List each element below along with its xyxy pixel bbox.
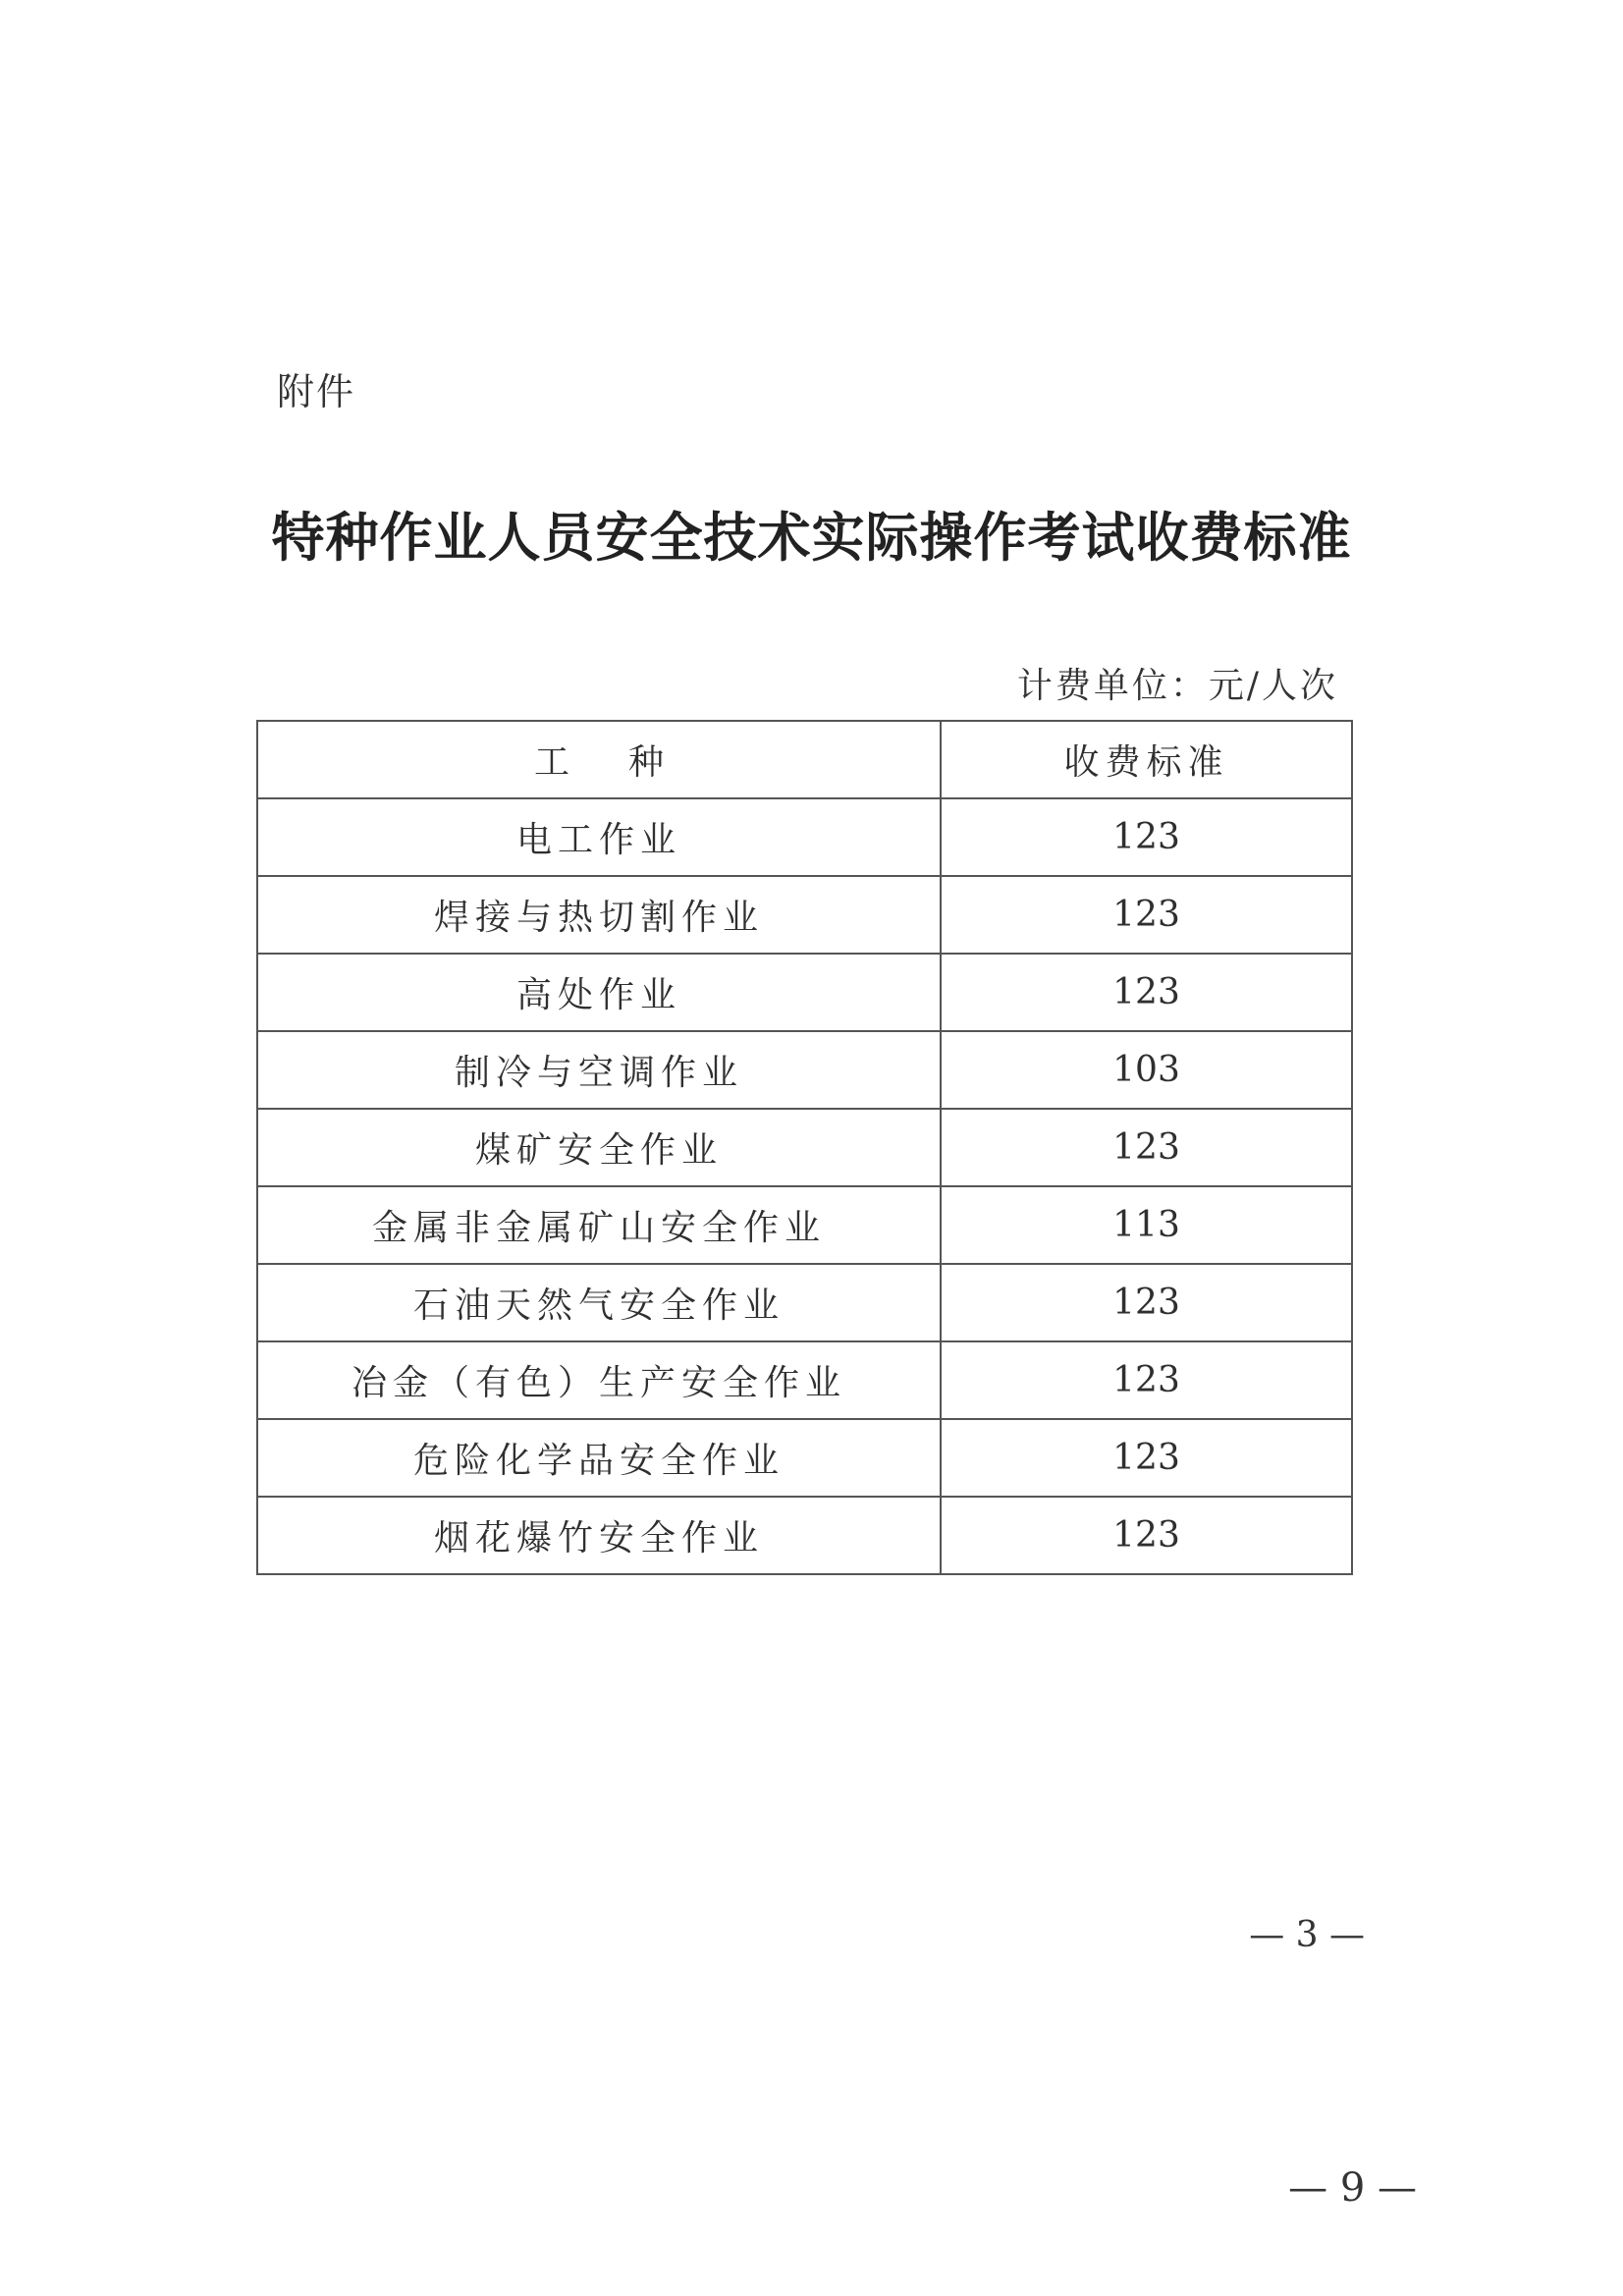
table-row	[257, 1341, 1352, 1419]
inner-page-number: — 3 —	[1249, 1915, 1365, 1955]
table-row	[257, 798, 1352, 876]
job-type-cell: 烟花爆竹安全作业	[257, 1497, 941, 1574]
job-type-cell: 电工作业	[257, 798, 941, 876]
document-title: 特种作业人员安全技术实际操作考试收费标准	[271, 506, 1352, 569]
job-type-cell: 焊接与热切割作业	[257, 876, 941, 954]
table-row	[257, 1031, 1352, 1109]
job-type-cell: 冶金（有色）生产安全作业	[257, 1341, 941, 1419]
table-row	[257, 1419, 1352, 1497]
job-type-cell: 制冷与空调作业	[257, 1031, 941, 1109]
fee-cell: 123	[941, 1109, 1352, 1186]
fee-cell: 123	[941, 1341, 1352, 1419]
attachment-label: 附件	[277, 370, 356, 413]
table-row	[257, 1264, 1352, 1341]
header-fee-standard: 收费标准	[941, 721, 1352, 798]
fee-cell: 123	[941, 1419, 1352, 1497]
fee-cell: 123	[941, 1497, 1352, 1574]
outer-page-number: — 9 —	[1288, 2165, 1417, 2211]
fee-cell: 103	[941, 1031, 1352, 1109]
job-type-cell: 金属非金属矿山安全作业	[257, 1186, 941, 1264]
job-type-cell: 高处作业	[257, 954, 941, 1031]
table-row	[257, 954, 1352, 1031]
fee-cell: 113	[941, 1186, 1352, 1264]
billing-unit-note: 计费单位：元/人次	[1016, 666, 1338, 706]
job-type-cell: 煤矿安全作业	[257, 1109, 941, 1186]
fee-cell: 123	[941, 954, 1352, 1031]
job-type-cell: 石油天然气安全作业	[257, 1264, 941, 1341]
table-row	[257, 1109, 1352, 1186]
fee-cell: 123	[941, 1264, 1352, 1341]
table-row	[257, 876, 1352, 954]
job-type-cell: 危险化学品安全作业	[257, 1419, 941, 1497]
fee-cell: 123	[941, 798, 1352, 876]
table-header-row	[257, 721, 1352, 798]
fee-standard-table	[256, 720, 1353, 1575]
header-job-type: 工种	[257, 721, 941, 798]
table-row	[257, 1186, 1352, 1264]
fee-cell: 123	[941, 876, 1352, 954]
table-row	[257, 1497, 1352, 1574]
